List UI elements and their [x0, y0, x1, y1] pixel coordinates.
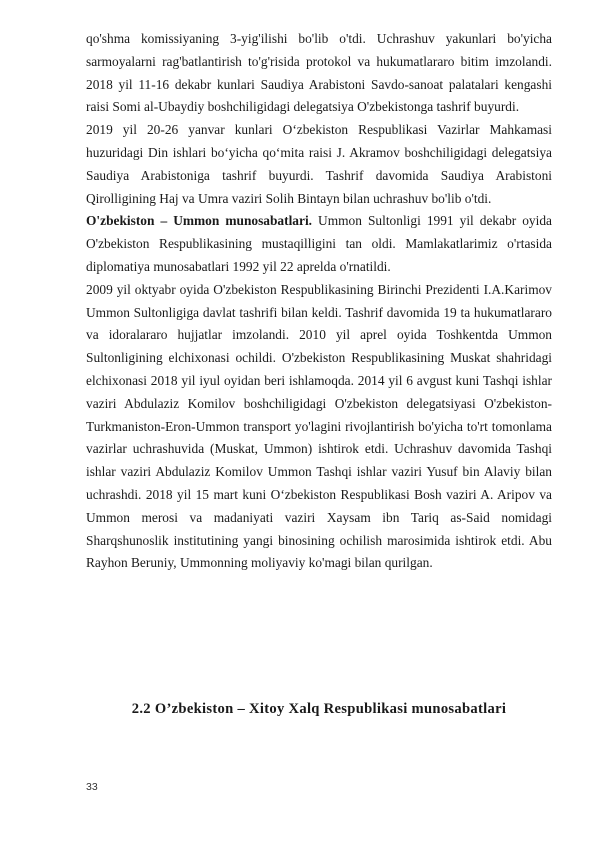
oman-section-title: O'zbekiston – Ummon munosabatlari.	[86, 213, 313, 229]
oman-intro-text: Ummon Sultonligi 1991 yil dekabr oyida O'zbekiston Respublikasining mustaqilligini tan oldi. Mamlakatlarimiz o'rtasida diplomatiya munosabatlari 1992 yil 22 aprelda o'rnatildi.	[86, 213, 552, 274]
page-number: 33	[86, 781, 98, 793]
section-heading: 2.2 O’zbekiston – Xitoy Xalq Respublikasi munosabatlari	[131, 701, 507, 717]
paragraph-saudi-delegation: 2019 yil 20-26 yanvar kunlari O‘zbekiston Respublikasi Vazirlar Mahkamasi huzuridagi Din ishlari bo‘yicha qo‘mita raisi J. Akramov boshchiligidagi delegatsiya Saudiya Arabistoniga tashrif buyurdi. Tashrif davomida Saudiya Arabistoni Qirolligining Haj va Umra vaziri Solih Bintayn bilan uchrashuv bo'lib o'tdi.	[86, 122, 552, 206]
paragraph-saudi-commission: qo'shma komissiyaning 3-yig'ilishi bo'lib o'tdi. Uchrashuv yakunlari bo'yicha sarmoyalarni rag'batlantirish to'g'risida protokol va hukumatlararo bitim imzolandi. 2018 yil 11-16 dekabr kunlari Saudiya Arabistoni Savdo-sanoat palatalari kengashi raisi Somi al-Ubaydiy boshchiligidagi delegatsiya O'zbekistonga tashrif buyurdi.	[86, 31, 552, 115]
document-page	[86, 28, 552, 717]
paragraph-oman-intro	[86, 210, 552, 278]
paragraph-oman-relations: 2009 yil oktyabr oyida O'zbekiston Respublikasining Birinchi Prezidenti I.A.Karimov Ummon Sultonligiga davlat tashrifi bilan keldi. Tashrif davomida 19 ta hukumatlararo va idoralararo hujjatlar imzolandi. 2010 yil aprel oyida Toshkentda Ummon Sultonligining elchixonasi ochildi. O'zbekiston Respublikasining Muskat shahridagi elchixonasi 2018 yil iyul oyidan beri ishlamoqda. 2014 yil 6 avgust kuni Tashqi ishlar vaziri Abdulaziz Komilov boshchiligidagi O'zbekiston delegatsiyasi O'zbekiston-Turkmaniston-Eron-Ummon transport yo'lagini rivojlantirish bo'yicha to'rt tomonlama vazirlar uchrashuvida (Muskat, Ummon) ishtirok etdi. Uchrashuv davomida Tashqi ishlar vaziri Abdulaziz Komilov Ummon Tashqi ishlar vaziri Yusuf bin Alaviy bilan uchrashdi. 2018 yil 15 mart kuni O‘zbekiston Respublikasi Bosh vaziri A. Aripov va Ummon merosi va madaniyati vaziri Xaysam ibn Tariq as-Said nomidagi Sharqshunoslik institutining yangi binosining ochilish marosimida ishtirok etdi. Abu Rayhon Beruniy, Ummonning moliyaviy ko'magi bilan qurilgan.	[86, 281, 552, 571]
